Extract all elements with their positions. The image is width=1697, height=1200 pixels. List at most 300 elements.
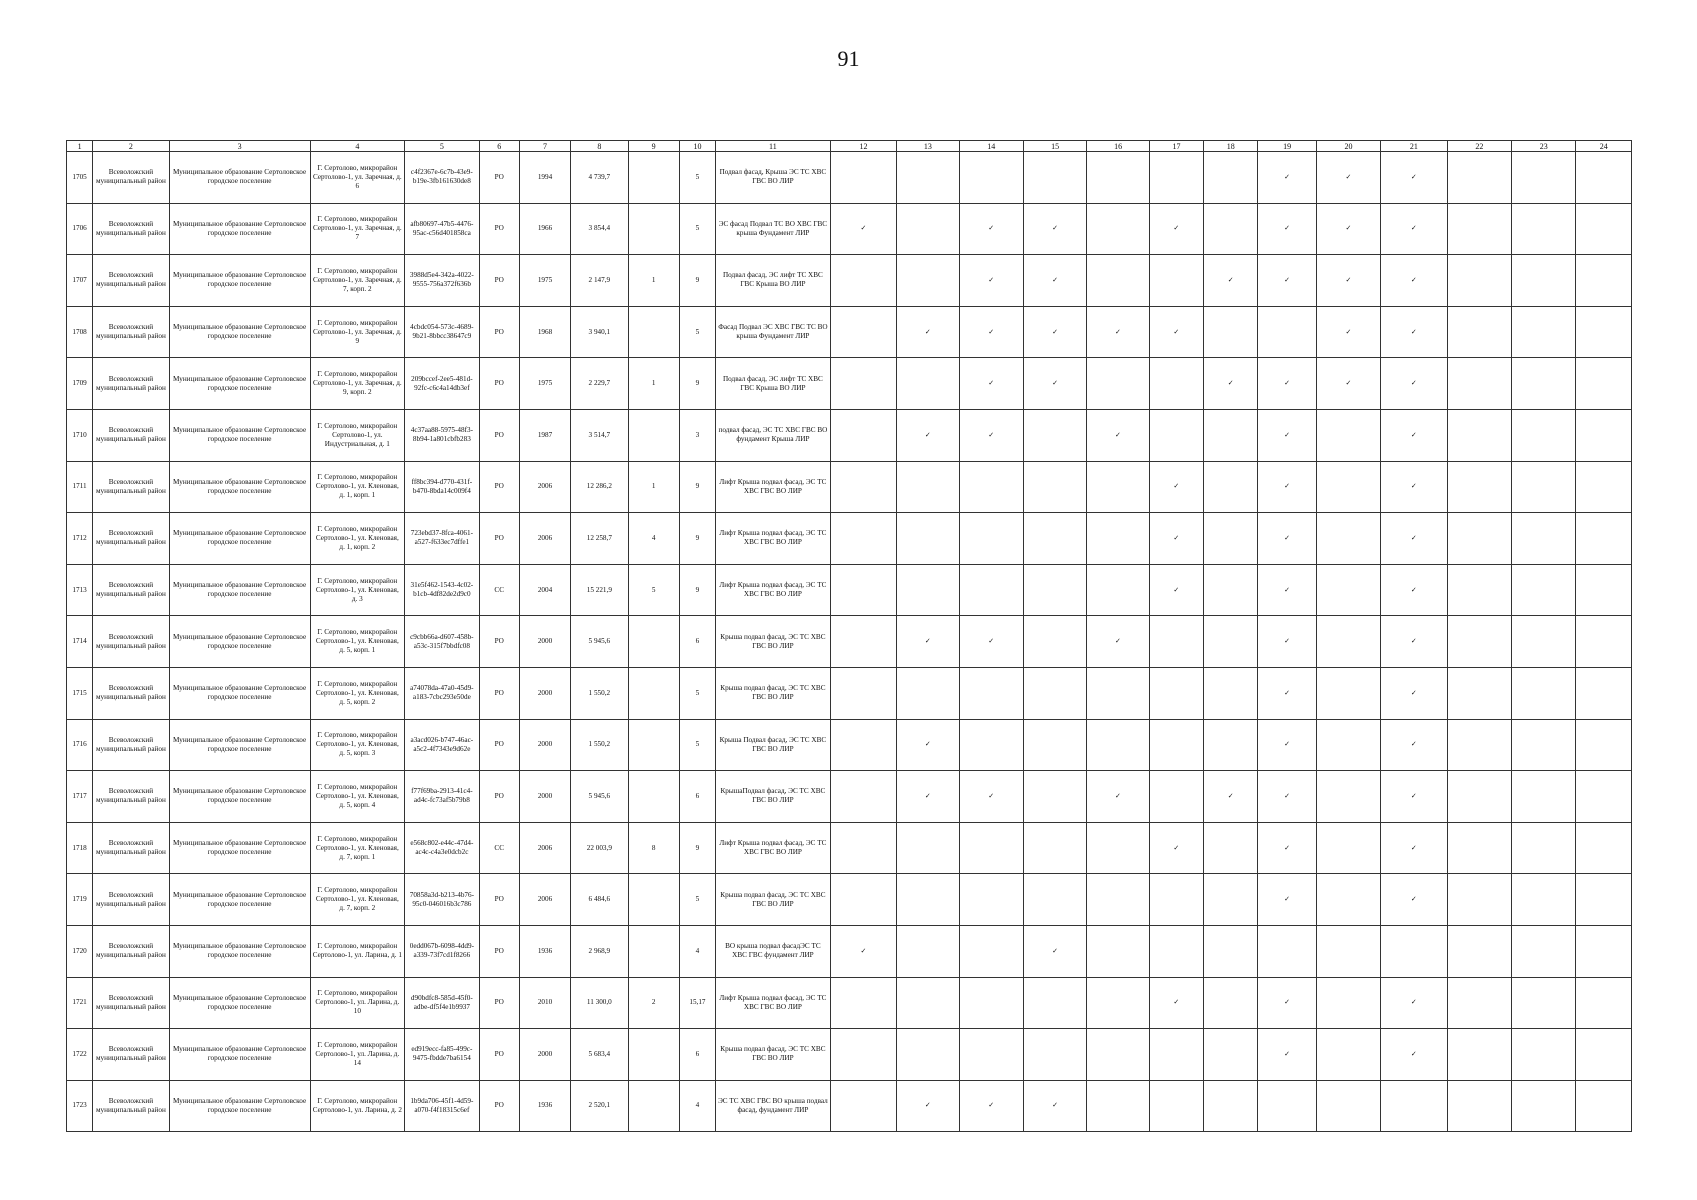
build-year-cell: 2006: [519, 874, 570, 926]
empty-cell-col-14: [959, 874, 1023, 926]
empty-cell-col-13: [897, 152, 959, 204]
elevator-count-cell: [628, 1080, 679, 1132]
empty-cell-col-24: [1576, 461, 1632, 513]
column-header-13: 13: [897, 141, 959, 152]
empty-cell-col-12: [830, 822, 896, 874]
empty-cell-col-23: [1512, 822, 1576, 874]
empty-cell-col-13: [897, 358, 959, 410]
empty-cell-col-18: [1204, 152, 1258, 204]
column-header-6: 6: [479, 141, 519, 152]
area-cell: 12 258,7: [571, 513, 628, 565]
elevator-count-cell: 2: [628, 977, 679, 1029]
floors-cell: 5: [679, 719, 715, 771]
elevator-count-cell: [628, 925, 679, 977]
empty-cell-col-23: [1512, 925, 1576, 977]
district-cell: Всеволожский муниципальный район: [93, 771, 169, 823]
check-mark-col-14: ✓: [959, 306, 1023, 358]
empty-cell-col-22: [1447, 977, 1511, 1029]
build-year-cell: 1966: [519, 203, 570, 255]
empty-cell-col-12: [830, 152, 896, 204]
house-id-cell: c9cbb66a-d607-458b-a53c-315f7bbdfc08: [405, 616, 479, 668]
works-list-cell: Лифт Крыша подвал фасад, ЭС ТС ХВС ГВС ВО ЛИР: [716, 977, 831, 1029]
settlement-cell: Муниципальное образование Сертоловское городское поселение: [169, 513, 310, 565]
table-row: [67, 409, 1632, 461]
empty-cell-col-12: [830, 409, 896, 461]
empty-cell-col-16: [1087, 822, 1149, 874]
empty-cell-col-24: [1576, 616, 1632, 668]
empty-cell-col-17: [1149, 409, 1203, 461]
fund-form-cell: СС: [479, 564, 519, 616]
fund-form-cell: РО: [479, 152, 519, 204]
empty-cell-col-18: [1204, 409, 1258, 461]
table-row: [67, 152, 1632, 204]
empty-cell-col-15: [1023, 874, 1086, 926]
empty-cell-col-17: [1149, 255, 1203, 307]
empty-cell-col-23: [1512, 874, 1576, 926]
works-list-cell: КрышаПодвал фасад, ЭС ТС ХВС ГВС ВО ЛИР: [716, 771, 831, 823]
empty-cell-col-14: [959, 925, 1023, 977]
empty-cell-col-20: [1316, 874, 1380, 926]
empty-cell-col-13: [897, 874, 959, 926]
area-cell: 5 683,4: [571, 1029, 628, 1081]
empty-cell-col-22: [1447, 925, 1511, 977]
floors-cell: 5: [679, 152, 715, 204]
address-cell: Г. Сертолово, микрорайон Сертолово-1, ул. Кленовая, д. 7, корп. 1: [310, 822, 405, 874]
empty-cell-col-23: [1512, 203, 1576, 255]
check-mark-col-21: ✓: [1381, 874, 1447, 926]
empty-cell-col-24: [1576, 874, 1632, 926]
address-cell: Г. Сертолово, микрорайон Сертолово-1, ул. Кленовая, д. 5, корп. 3: [310, 719, 405, 771]
check-mark-col-21: ✓: [1381, 461, 1447, 513]
empty-cell-col-23: [1512, 667, 1576, 719]
empty-cell-col-24: [1576, 152, 1632, 204]
empty-cell-col-18: [1204, 1029, 1258, 1081]
empty-cell-col-16: [1087, 977, 1149, 1029]
fund-form-cell: РО: [479, 306, 519, 358]
settlement-cell: Муниципальное образование Сертоловское городское поселение: [169, 409, 310, 461]
empty-cell-col-13: [897, 822, 959, 874]
empty-cell-col-14: [959, 513, 1023, 565]
area-cell: 2 147,9: [571, 255, 628, 307]
empty-cell-col-19: [1258, 925, 1316, 977]
row-number-cell: 1707: [67, 255, 93, 307]
column-header-21: 21: [1381, 141, 1447, 152]
build-year-cell: 1994: [519, 152, 570, 204]
empty-cell-col-20: [1316, 977, 1380, 1029]
empty-cell-col-17: [1149, 719, 1203, 771]
empty-cell-col-15: [1023, 822, 1086, 874]
table-row: [67, 616, 1632, 668]
build-year-cell: 1968: [519, 306, 570, 358]
check-mark-col-19: ✓: [1258, 616, 1316, 668]
fund-form-cell: РО: [479, 616, 519, 668]
settlement-cell: Муниципальное образование Сертоловское городское поселение: [169, 564, 310, 616]
area-cell: 12 286,2: [571, 461, 628, 513]
empty-cell-col-16: [1087, 667, 1149, 719]
check-mark-col-18: ✓: [1204, 255, 1258, 307]
empty-cell-col-16: [1087, 925, 1149, 977]
house-id-cell: c4f2367e-6c7b-43e9-b19e-3fb161630de8: [405, 152, 479, 204]
empty-cell-col-23: [1512, 152, 1576, 204]
check-mark-col-21: ✓: [1381, 513, 1447, 565]
empty-cell-col-20: [1316, 719, 1380, 771]
empty-cell-col-24: [1576, 1029, 1632, 1081]
empty-cell-col-22: [1447, 152, 1511, 204]
empty-cell-col-24: [1576, 255, 1632, 307]
house-id-cell: 0edd067b-6098-4dd9-a339-73f7cd1f8266: [405, 925, 479, 977]
empty-cell-col-16: [1087, 461, 1149, 513]
empty-cell-col-14: [959, 152, 1023, 204]
check-mark-col-20: ✓: [1316, 306, 1380, 358]
elevator-count-cell: [628, 667, 679, 719]
works-list-cell: Крыша подвал фасад, ЭС ТС ХВС ГВС ВО ЛИР: [716, 874, 831, 926]
house-id-cell: a74078da-47a0-45d9-a183-7cbc293e50de: [405, 667, 479, 719]
build-year-cell: 2000: [519, 1029, 570, 1081]
check-mark-col-20: ✓: [1316, 358, 1380, 410]
column-header-17: 17: [1149, 141, 1203, 152]
empty-cell-col-15: [1023, 152, 1086, 204]
check-mark-col-17: ✓: [1149, 306, 1203, 358]
floors-cell: 5: [679, 203, 715, 255]
area-cell: 2 229,7: [571, 358, 628, 410]
floors-cell: 6: [679, 616, 715, 668]
check-mark-col-13: ✓: [897, 409, 959, 461]
fund-form-cell: РО: [479, 255, 519, 307]
empty-cell-col-16: [1087, 255, 1149, 307]
address-cell: Г. Сертолово, микрорайон Сертолово-1, ул. Заречная, д. 6: [310, 152, 405, 204]
address-cell: Г. Сертолово, микрорайон Сертолово-1, ул. Кленовая, д. 1, корп. 1: [310, 461, 405, 513]
works-list-cell: Крыша подвал фасад, ЭС ТС ХВС ГВС ВО ЛИР: [716, 1029, 831, 1081]
empty-cell-col-17: [1149, 152, 1203, 204]
works-list-cell: подвал фасад, ЭС ТС ХВС ГВС ВО фундамент Крыша ЛИР: [716, 409, 831, 461]
address-cell: Г. Сертолово, микрорайон Сертолово-1, ул. Кленовая, д. 5, корп. 4: [310, 771, 405, 823]
elevator-count-cell: 1: [628, 255, 679, 307]
empty-cell-col-22: [1447, 203, 1511, 255]
check-mark-col-14: ✓: [959, 616, 1023, 668]
table-row: [67, 513, 1632, 565]
floors-cell: 4: [679, 1080, 715, 1132]
empty-cell-col-20: [1316, 1029, 1380, 1081]
row-number-cell: 1713: [67, 564, 93, 616]
address-cell: Г. Сертолово, микрорайон Сертолово-1, ул. Ларина, д. 14: [310, 1029, 405, 1081]
row-number-cell: 1711: [67, 461, 93, 513]
empty-cell-col-23: [1512, 564, 1576, 616]
empty-cell-col-22: [1447, 358, 1511, 410]
works-list-cell: ВО крыша подвал фасадЭС ТС ХВС ГВС фундамент ЛИР: [716, 925, 831, 977]
check-mark-col-19: ✓: [1258, 977, 1316, 1029]
settlement-cell: Муниципальное образование Сертоловское городское поселение: [169, 152, 310, 204]
check-mark-col-19: ✓: [1258, 822, 1316, 874]
district-cell: Всеволожский муниципальный район: [93, 513, 169, 565]
fund-form-cell: РО: [479, 358, 519, 410]
works-list-cell: Лифт Крыша подвал фасад, ЭС ТС ХВС ГВС ВО ЛИР: [716, 564, 831, 616]
fund-form-cell: РО: [479, 513, 519, 565]
house-id-cell: 1b9da706-45f1-4d59-a070-f4f18315c6ef: [405, 1080, 479, 1132]
empty-cell-col-14: [959, 977, 1023, 1029]
empty-cell-col-15: [1023, 771, 1086, 823]
floors-cell: 6: [679, 1029, 715, 1081]
house-id-cell: d90bdfc8-585d-45f0-adbe-df5f4e1b9937: [405, 977, 479, 1029]
area-cell: 3 514,7: [571, 409, 628, 461]
empty-cell-col-23: [1512, 1080, 1576, 1132]
elevator-count-cell: [628, 409, 679, 461]
empty-cell-col-14: [959, 1029, 1023, 1081]
check-mark-col-13: ✓: [897, 771, 959, 823]
elevator-count-cell: 1: [628, 461, 679, 513]
settlement-cell: Муниципальное образование Сертоловское городское поселение: [169, 925, 310, 977]
row-number-cell: 1722: [67, 1029, 93, 1081]
empty-cell-col-18: [1204, 461, 1258, 513]
empty-cell-col-22: [1447, 461, 1511, 513]
empty-cell-col-18: [1204, 925, 1258, 977]
house-id-cell: 70858a3d-b213-4b76-95c0-046016b3c786: [405, 874, 479, 926]
build-year-cell: 2010: [519, 977, 570, 1029]
check-mark-col-19: ✓: [1258, 513, 1316, 565]
empty-cell-col-19: [1258, 306, 1316, 358]
fund-form-cell: РО: [479, 409, 519, 461]
settlement-cell: Муниципальное образование Сертоловское городское поселение: [169, 1029, 310, 1081]
check-mark-col-14: ✓: [959, 1080, 1023, 1132]
empty-cell-col-13: [897, 1029, 959, 1081]
build-year-cell: 2000: [519, 719, 570, 771]
table-row: [67, 203, 1632, 255]
row-number-cell: 1712: [67, 513, 93, 565]
empty-cell-col-18: [1204, 203, 1258, 255]
district-cell: Всеволожский муниципальный район: [93, 409, 169, 461]
row-number-cell: 1708: [67, 306, 93, 358]
house-id-cell: 209bccef-2ee5-481d-92fc-c6c4a14db3ef: [405, 358, 479, 410]
column-number-header-row: [67, 141, 1632, 152]
floors-cell: 5: [679, 667, 715, 719]
empty-cell-col-23: [1512, 461, 1576, 513]
elevator-count-cell: [628, 616, 679, 668]
settlement-cell: Муниципальное образование Сертоловское городское поселение: [169, 874, 310, 926]
district-cell: Всеволожский муниципальный район: [93, 203, 169, 255]
empty-cell-col-24: [1576, 203, 1632, 255]
address-cell: Г. Сертолово, микрорайон Сертолово-1, ул. Заречная, д. 9, корп. 2: [310, 358, 405, 410]
check-mark-col-15: ✓: [1023, 203, 1086, 255]
column-header-14: 14: [959, 141, 1023, 152]
elevator-count-cell: 1: [628, 358, 679, 410]
empty-cell-col-18: [1204, 513, 1258, 565]
address-cell: Г. Сертолово, микрорайон Сертолово-1, ул. Кленовая, д. 5, корп. 2: [310, 667, 405, 719]
check-mark-col-19: ✓: [1258, 564, 1316, 616]
empty-cell-col-16: [1087, 874, 1149, 926]
check-mark-col-16: ✓: [1087, 616, 1149, 668]
district-cell: Всеволожский муниципальный район: [93, 461, 169, 513]
empty-cell-col-22: [1447, 822, 1511, 874]
elevator-count-cell: 8: [628, 822, 679, 874]
district-cell: Всеволожский муниципальный район: [93, 152, 169, 204]
empty-cell-col-22: [1447, 1029, 1511, 1081]
empty-cell-col-12: [830, 667, 896, 719]
empty-cell-col-17: [1149, 874, 1203, 926]
empty-cell-col-16: [1087, 564, 1149, 616]
address-cell: Г. Сертолово, микрорайон Сертолово-1, ул. Кленовая, д. 5, корп. 1: [310, 616, 405, 668]
empty-cell-col-12: [830, 1080, 896, 1132]
check-mark-col-19: ✓: [1258, 1029, 1316, 1081]
column-header-19: 19: [1258, 141, 1316, 152]
address-cell: Г. Сертолово, микрорайон Сертолово-1, ул. Заречная, д. 9: [310, 306, 405, 358]
empty-cell-col-13: [897, 513, 959, 565]
empty-cell-col-12: [830, 255, 896, 307]
build-year-cell: 2006: [519, 461, 570, 513]
check-mark-col-14: ✓: [959, 203, 1023, 255]
empty-cell-col-20: [1316, 822, 1380, 874]
empty-cell-col-12: [830, 616, 896, 668]
area-cell: 2 520,1: [571, 1080, 628, 1132]
check-mark-col-15: ✓: [1023, 255, 1086, 307]
column-header-8: 8: [571, 141, 628, 152]
table-row: [67, 822, 1632, 874]
empty-cell-col-15: [1023, 616, 1086, 668]
empty-cell-col-15: [1023, 564, 1086, 616]
district-cell: Всеволожский муниципальный район: [93, 822, 169, 874]
row-number-cell: 1714: [67, 616, 93, 668]
empty-cell-col-15: [1023, 977, 1086, 1029]
check-mark-col-21: ✓: [1381, 306, 1447, 358]
empty-cell-col-24: [1576, 1080, 1632, 1132]
fund-form-cell: СС: [479, 822, 519, 874]
empty-cell-col-22: [1447, 616, 1511, 668]
area-cell: 5 945,6: [571, 616, 628, 668]
build-year-cell: 1987: [519, 409, 570, 461]
works-list-cell: Подвал фасад, ЭС лифт ТС ХВС ГВС Крыша ВО ЛИР: [716, 255, 831, 307]
empty-cell-col-23: [1512, 1029, 1576, 1081]
row-number-cell: 1705: [67, 152, 93, 204]
works-list-cell: Крыша Подвал фасад, ЭС ТС ХВС ГВС ВО ЛИР: [716, 719, 831, 771]
settlement-cell: Муниципальное образование Сертоловское городское поселение: [169, 719, 310, 771]
check-mark-col-19: ✓: [1258, 255, 1316, 307]
empty-cell-col-23: [1512, 513, 1576, 565]
works-list-cell: Крыша подвал фасад, ЭС ТС ХВС ГВС ВО ЛИР: [716, 616, 831, 668]
table-row: [67, 255, 1632, 307]
column-header-15: 15: [1023, 141, 1086, 152]
check-mark-col-21: ✓: [1381, 719, 1447, 771]
empty-cell-col-23: [1512, 306, 1576, 358]
build-year-cell: 2000: [519, 771, 570, 823]
empty-cell-col-22: [1447, 874, 1511, 926]
empty-cell-col-24: [1576, 719, 1632, 771]
table-row: [67, 306, 1632, 358]
empty-cell-col-20: [1316, 461, 1380, 513]
fund-form-cell: РО: [479, 461, 519, 513]
check-mark-col-21: ✓: [1381, 255, 1447, 307]
floors-cell: 5: [679, 306, 715, 358]
check-mark-col-17: ✓: [1149, 564, 1203, 616]
address-cell: Г. Сертолово, микрорайон Сертолово-1, ул. Кленовая, д. 7, корп. 2: [310, 874, 405, 926]
table-row: [67, 1080, 1632, 1132]
check-mark-col-13: ✓: [897, 616, 959, 668]
address-cell: Г. Сертолово, микрорайон Сертолово-1, ул. Заречная, д. 7: [310, 203, 405, 255]
column-header-11: 11: [716, 141, 831, 152]
fund-form-cell: РО: [479, 1029, 519, 1081]
check-mark-col-20: ✓: [1316, 152, 1380, 204]
check-mark-col-17: ✓: [1149, 822, 1203, 874]
settlement-cell: Муниципальное образование Сертоловское городское поселение: [169, 255, 310, 307]
works-list-cell: Лифт Крыша подвал фасад, ЭС ТС ХВС ГВС ВО ЛИР: [716, 822, 831, 874]
address-cell: Г. Сертолово, микрорайон Сертолово-1, ул. Ларина, д. 10: [310, 977, 405, 1029]
check-mark-col-19: ✓: [1258, 874, 1316, 926]
build-year-cell: 1975: [519, 358, 570, 410]
area-cell: 5 945,6: [571, 771, 628, 823]
floors-cell: 9: [679, 564, 715, 616]
empty-cell-col-24: [1576, 925, 1632, 977]
settlement-cell: Муниципальное образование Сертоловское городское поселение: [169, 203, 310, 255]
column-header-10: 10: [679, 141, 715, 152]
fund-form-cell: РО: [479, 719, 519, 771]
check-mark-col-21: ✓: [1381, 358, 1447, 410]
house-id-cell: 4c37aa88-5975-48f3-8b94-1a801cbfb283: [405, 409, 479, 461]
table-row: [67, 564, 1632, 616]
row-number-cell: 1706: [67, 203, 93, 255]
empty-cell-col-16: [1087, 152, 1149, 204]
empty-cell-col-16: [1087, 203, 1149, 255]
empty-cell-col-14: [959, 564, 1023, 616]
floors-cell: 9: [679, 822, 715, 874]
district-cell: Всеволожский муниципальный район: [93, 977, 169, 1029]
column-header-3: 3: [169, 141, 310, 152]
table-row: [67, 461, 1632, 513]
house-id-cell: a3acd026-b747-46ac-a5c2-4f7343e9d62e: [405, 719, 479, 771]
empty-cell-col-14: [959, 822, 1023, 874]
empty-cell-col-18: [1204, 616, 1258, 668]
empty-cell-col-24: [1576, 822, 1632, 874]
check-mark-col-17: ✓: [1149, 461, 1203, 513]
district-cell: Всеволожский муниципальный район: [93, 667, 169, 719]
column-header-20: 20: [1316, 141, 1380, 152]
empty-cell-col-17: [1149, 771, 1203, 823]
row-number-cell: 1720: [67, 925, 93, 977]
area-cell: 2 968,9: [571, 925, 628, 977]
housing-registry-table: [66, 140, 1632, 1132]
fund-form-cell: РО: [479, 203, 519, 255]
house-id-cell: e568c802-e44c-47d4-ac4c-c4a3e0dcb2c: [405, 822, 479, 874]
empty-cell-col-12: [830, 977, 896, 1029]
house-id-cell: ff8bc394-d770-431f-b470-8bda14c009f4: [405, 461, 479, 513]
address-cell: Г. Сертолово, микрорайон Сертолово-1, ул. Кленовая, д. 3: [310, 564, 405, 616]
check-mark-col-14: ✓: [959, 409, 1023, 461]
empty-cell-col-14: [959, 461, 1023, 513]
page-number: 91: [837, 46, 860, 71]
district-cell: Всеволожский муниципальный район: [93, 564, 169, 616]
column-header-24: 24: [1576, 141, 1632, 152]
empty-cell-col-12: [830, 306, 896, 358]
empty-cell-col-17: [1149, 1080, 1203, 1132]
works-list-cell: Лифт Крыша подвал фасад, ЭС ТС ХВС ГВС ВО ЛИР: [716, 461, 831, 513]
empty-cell-col-22: [1447, 255, 1511, 307]
empty-cell-col-12: [830, 1029, 896, 1081]
check-mark-col-19: ✓: [1258, 461, 1316, 513]
works-list-cell: Подвал фасад, Крыша ЭС ТС ХВС ГВС ВО ЛИР: [716, 152, 831, 204]
check-mark-col-20: ✓: [1316, 255, 1380, 307]
column-header-2: 2: [93, 141, 169, 152]
empty-cell-col-16: [1087, 513, 1149, 565]
empty-cell-col-17: [1149, 925, 1203, 977]
address-cell: Г. Сертолово, микрорайон Сертолово-1, ул. Заречная, д. 7, корп. 2: [310, 255, 405, 307]
column-header-12: 12: [830, 141, 896, 152]
check-mark-col-17: ✓: [1149, 513, 1203, 565]
empty-cell-col-13: [897, 977, 959, 1029]
empty-cell-col-24: [1576, 306, 1632, 358]
check-mark-col-21: ✓: [1381, 1029, 1447, 1081]
check-mark-col-21: ✓: [1381, 822, 1447, 874]
area-cell: 11 300,0: [571, 977, 628, 1029]
fund-form-cell: РО: [479, 1080, 519, 1132]
table-row: [67, 925, 1632, 977]
address-cell: Г. Сертолово, микрорайон Сертолово-1, ул. Индустриальная, д. 1: [310, 409, 405, 461]
empty-cell-col-20: [1316, 1080, 1380, 1132]
